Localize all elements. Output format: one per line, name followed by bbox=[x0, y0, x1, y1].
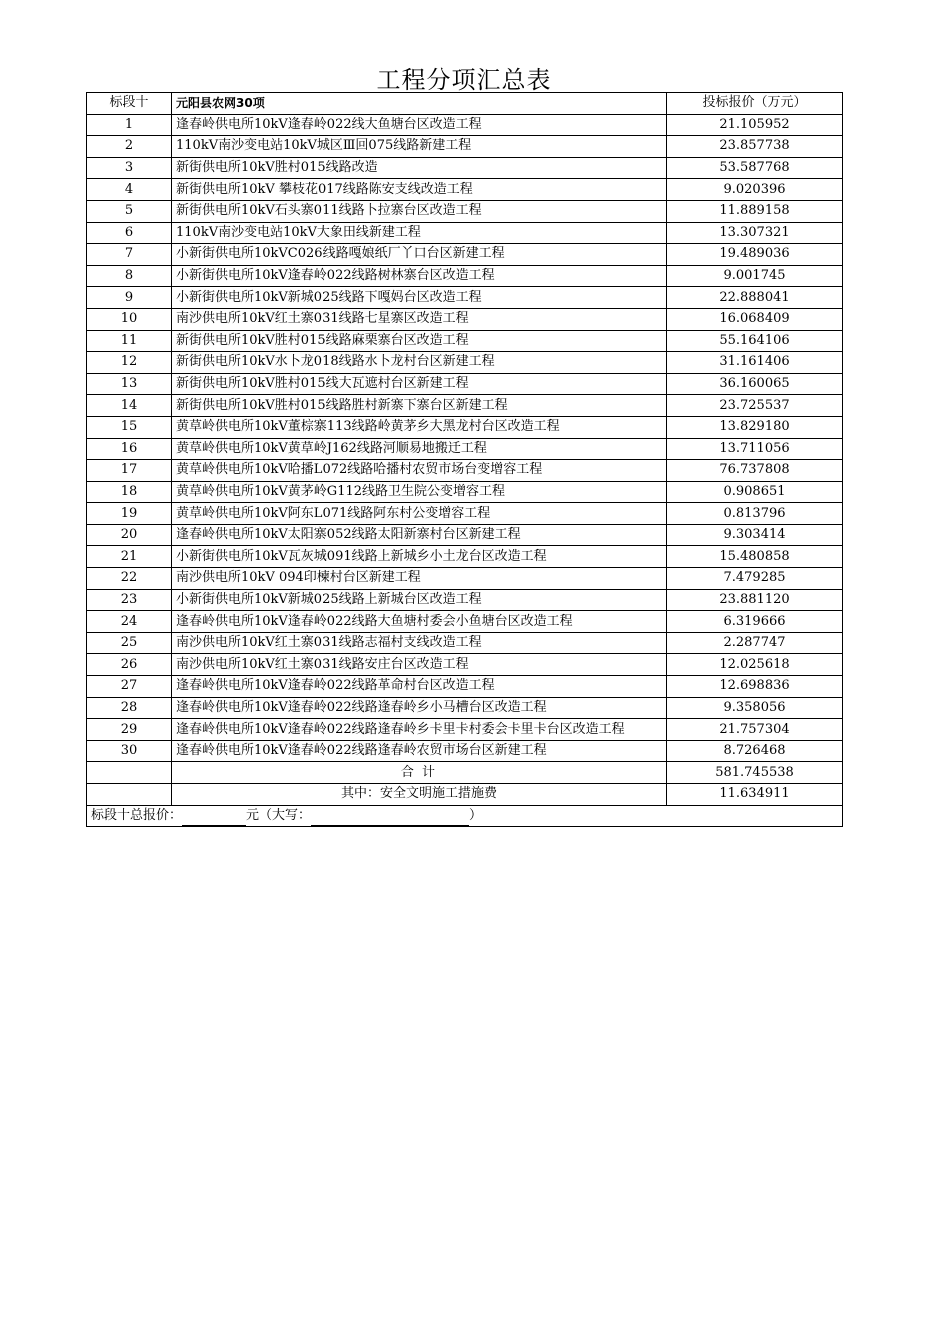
row-number: 25 bbox=[87, 632, 172, 654]
footer-cell bbox=[87, 805, 843, 827]
row-price: 23.857738 bbox=[667, 136, 843, 158]
row-project-name: 黄草岭供电所10kV阿东L071线路阿东村公变增容工程 bbox=[172, 503, 667, 525]
row-price: 13.307321 bbox=[667, 222, 843, 244]
amount-blank[interactable] bbox=[182, 811, 246, 826]
row-project-name: 黄草岭供电所10kV黄草岭J162线路河顺易地搬迁工程 bbox=[172, 438, 667, 460]
row-price: 0.813796 bbox=[667, 503, 843, 525]
row-project-name: 逢春岭供电所10kV逢春岭022线路革命村台区改造工程 bbox=[172, 676, 667, 698]
table-row bbox=[87, 568, 843, 590]
row-price: 23.881120 bbox=[667, 589, 843, 611]
row-project-name: 逢春岭供电所10kV逢春岭022线路逢春岭乡卡里卡村委会卡里卡台区改造工程 bbox=[172, 719, 667, 741]
row-project-name: 110kV南沙变电站10kV大象田线新建工程 bbox=[172, 222, 667, 244]
price-header: 投标报价（万元） bbox=[667, 93, 843, 115]
table-row bbox=[87, 330, 843, 352]
row-price: 9.001745 bbox=[667, 265, 843, 287]
row-price: 31.161406 bbox=[667, 352, 843, 374]
row-project-name: 110kV南沙变电站10kV城区Ⅲ回075线路新建工程 bbox=[172, 136, 667, 158]
row-number: 1 bbox=[87, 114, 172, 136]
row-price: 55.164106 bbox=[667, 330, 843, 352]
table-row bbox=[87, 136, 843, 158]
row-project-name: 南沙供电所10kV 094印楝村台区新建工程 bbox=[172, 568, 667, 590]
row-price: 9.303414 bbox=[667, 524, 843, 546]
row-price: 13.829180 bbox=[667, 416, 843, 438]
safety-row bbox=[87, 784, 843, 806]
row-project-name: 黄草岭供电所10kV黄茅岭G112线路卫生院公变增容工程 bbox=[172, 481, 667, 503]
row-project-name: 逢春岭供电所10kV逢春岭022线路逢春岭农贸市场台区新建工程 bbox=[172, 740, 667, 762]
footer-row bbox=[87, 805, 843, 827]
row-project-name: 新街供电所10kV胜村015线路麻栗寨台区改造工程 bbox=[172, 330, 667, 352]
table-row bbox=[87, 546, 843, 568]
row-price: 23.725537 bbox=[667, 395, 843, 417]
table-row bbox=[87, 697, 843, 719]
footer-unit: 元（大写： bbox=[246, 807, 312, 823]
row-number: 12 bbox=[87, 352, 172, 374]
project-label: 元阳县农网30项 bbox=[172, 93, 667, 115]
total-label: 合 计 bbox=[172, 762, 667, 784]
row-price: 21.105952 bbox=[667, 114, 843, 136]
table-row bbox=[87, 654, 843, 676]
row-price: 36.160065 bbox=[667, 373, 843, 395]
table-row bbox=[87, 308, 843, 330]
table-row bbox=[87, 157, 843, 179]
row-number: 5 bbox=[87, 200, 172, 222]
header-row bbox=[87, 93, 843, 115]
row-project-name: 南沙供电所10kV红土寨031线路志福村支线改造工程 bbox=[172, 632, 667, 654]
safety-blank-cell bbox=[87, 784, 172, 806]
safety-label: 其中：安全文明施工措施费 bbox=[172, 784, 667, 806]
row-number: 15 bbox=[87, 416, 172, 438]
total-row bbox=[87, 762, 843, 784]
summary-table bbox=[86, 92, 843, 827]
uppercase-amount-blank[interactable] bbox=[311, 811, 469, 826]
row-number: 19 bbox=[87, 503, 172, 525]
row-price: 53.587768 bbox=[667, 157, 843, 179]
row-price: 22.888041 bbox=[667, 287, 843, 309]
row-project-name: 逢春岭供电所10kV逢春岭022线路逢春岭乡小马槽台区改造工程 bbox=[172, 697, 667, 719]
row-number: 20 bbox=[87, 524, 172, 546]
table-row bbox=[87, 481, 843, 503]
row-project-name: 新街供电所10kV石头寨011线路卜拉寨台区改造工程 bbox=[172, 200, 667, 222]
table-row bbox=[87, 676, 843, 698]
row-price: 21.757304 bbox=[667, 719, 843, 741]
table-row bbox=[87, 114, 843, 136]
total-blank-cell bbox=[87, 762, 172, 784]
table-row bbox=[87, 352, 843, 374]
row-number: 4 bbox=[87, 179, 172, 201]
row-number: 13 bbox=[87, 373, 172, 395]
row-project-name: 小新街供电所10kV瓦灰城091线路上新城乡小土龙台区改造工程 bbox=[172, 546, 667, 568]
row-project-name: 南沙供电所10kV红土寨031线路安庄台区改造工程 bbox=[172, 654, 667, 676]
table-row bbox=[87, 524, 843, 546]
row-number: 10 bbox=[87, 308, 172, 330]
table-row bbox=[87, 589, 843, 611]
row-price: 15.480858 bbox=[667, 546, 843, 568]
row-number: 28 bbox=[87, 697, 172, 719]
table-row bbox=[87, 740, 843, 762]
row-project-name: 小新街供电所10kV新城025线路下嘎妈台区改造工程 bbox=[172, 287, 667, 309]
section-label: 标段十 bbox=[87, 93, 172, 115]
row-number: 27 bbox=[87, 676, 172, 698]
row-number: 23 bbox=[87, 589, 172, 611]
row-project-name: 新街供电所10kV胜村015线路胜村新寨下寨台区新建工程 bbox=[172, 395, 667, 417]
row-price: 13.711056 bbox=[667, 438, 843, 460]
row-number: 6 bbox=[87, 222, 172, 244]
row-project-name: 小新街供电所10kVC026线路嘎娘纸厂丫口台区新建工程 bbox=[172, 244, 667, 266]
row-price: 12.698836 bbox=[667, 676, 843, 698]
table-row bbox=[87, 200, 843, 222]
row-project-name: 南沙供电所10kV红土寨031线路七星寨区改造工程 bbox=[172, 308, 667, 330]
row-price: 8.726468 bbox=[667, 740, 843, 762]
row-project-name: 小新街供电所10kV逢春岭022线路树林寨台区改造工程 bbox=[172, 265, 667, 287]
table-row bbox=[87, 438, 843, 460]
row-number: 24 bbox=[87, 611, 172, 633]
row-number: 16 bbox=[87, 438, 172, 460]
row-price: 76.737808 bbox=[667, 460, 843, 482]
row-project-name: 逢春岭供电所10kV逢春岭022线大鱼塘台区改造工程 bbox=[172, 114, 667, 136]
row-project-name: 小新街供电所10kV新城025线路上新城台区改造工程 bbox=[172, 589, 667, 611]
row-price: 2.287747 bbox=[667, 632, 843, 654]
row-number: 3 bbox=[87, 157, 172, 179]
row-project-name: 黄草岭供电所10kV哈播L072线路哈播村农贸市场台变增容工程 bbox=[172, 460, 667, 482]
row-price: 19.489036 bbox=[667, 244, 843, 266]
safety-value: 11.634911 bbox=[667, 784, 843, 806]
row-number: 22 bbox=[87, 568, 172, 590]
table-row bbox=[87, 460, 843, 482]
row-project-name: 新街供电所10kV水卜龙018线路水卜龙村台区新建工程 bbox=[172, 352, 667, 374]
row-project-name: 新街供电所10kV胜村015线路改造 bbox=[172, 157, 667, 179]
table-row bbox=[87, 611, 843, 633]
row-price: 7.479285 bbox=[667, 568, 843, 590]
table-row bbox=[87, 244, 843, 266]
table-row bbox=[87, 395, 843, 417]
row-price: 0.908651 bbox=[667, 481, 843, 503]
row-number: 8 bbox=[87, 265, 172, 287]
row-number: 7 bbox=[87, 244, 172, 266]
table-row bbox=[87, 719, 843, 741]
row-number: 29 bbox=[87, 719, 172, 741]
total-value: 581.745538 bbox=[667, 762, 843, 784]
row-number: 17 bbox=[87, 460, 172, 482]
table-row bbox=[87, 503, 843, 525]
table-row bbox=[87, 416, 843, 438]
row-price: 9.358056 bbox=[667, 697, 843, 719]
row-number: 9 bbox=[87, 287, 172, 309]
row-price: 6.319666 bbox=[667, 611, 843, 633]
table-row bbox=[87, 179, 843, 201]
row-number: 11 bbox=[87, 330, 172, 352]
row-number: 14 bbox=[87, 395, 172, 417]
row-project-name: 逢春岭供电所10kV太阳寨052线路太阳新寨村台区新建工程 bbox=[172, 524, 667, 546]
row-number: 26 bbox=[87, 654, 172, 676]
row-price: 16.068409 bbox=[667, 308, 843, 330]
table-row bbox=[87, 632, 843, 654]
table-row bbox=[87, 265, 843, 287]
row-project-name: 黄草岭供电所10kV董棕寨113线路岭黄茅乡大黑龙村台区改造工程 bbox=[172, 416, 667, 438]
row-price: 9.020396 bbox=[667, 179, 843, 201]
row-number: 18 bbox=[87, 481, 172, 503]
row-price: 11.889158 bbox=[667, 200, 843, 222]
row-project-name: 新街供电所10kV 攀枝花017线路陈安支线改造工程 bbox=[172, 179, 667, 201]
row-project-name: 新街供电所10kV胜村015线大瓦遮村台区新建工程 bbox=[172, 373, 667, 395]
page-title: 工程分项汇总表 bbox=[376, 66, 552, 94]
row-number: 21 bbox=[87, 546, 172, 568]
footer-suffix: ） bbox=[469, 807, 483, 823]
table-row bbox=[87, 373, 843, 395]
row-number: 30 bbox=[87, 740, 172, 762]
footer-prefix: 标段十总报价： bbox=[91, 807, 183, 823]
table-row bbox=[87, 222, 843, 244]
row-project-name: 逢春岭供电所10kV逢春岭022线路大鱼塘村委会小鱼塘台区改造工程 bbox=[172, 611, 667, 633]
row-number: 2 bbox=[87, 136, 172, 158]
table-row bbox=[87, 287, 843, 309]
row-price: 12.025618 bbox=[667, 654, 843, 676]
